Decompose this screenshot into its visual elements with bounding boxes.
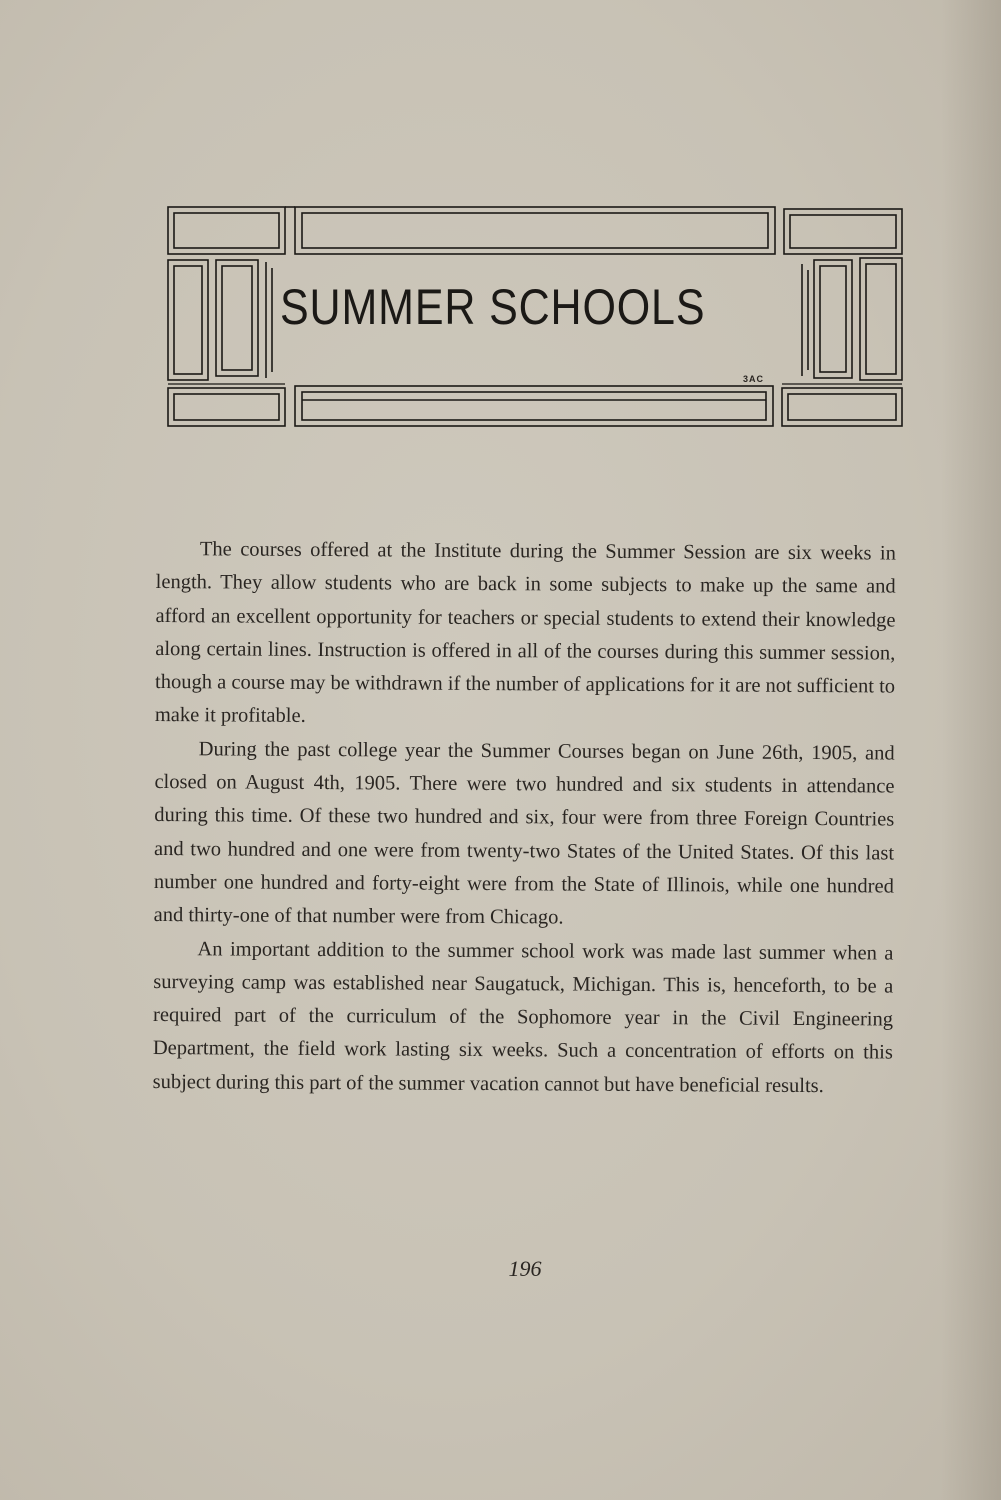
bottom-left-box <box>168 388 285 426</box>
top-right-box <box>784 209 902 254</box>
bottom-right-box <box>782 388 902 426</box>
top-center-box <box>285 207 775 254</box>
body-text <box>153 533 896 1104</box>
paragraph-1: The courses offered at the Institute during the Summer Session are six weeks in length. They allow students who are back in some subjects to make up the same and afford an excellent opportunity for teachers or special students to extend their knowledge along certain lines. Instruction is offered in all of the courses during this summer session, though a course may be withdrawn if the number of applications for it are not sufficient to make it profitable. <box>154 538 896 728</box>
page-number: 196 <box>508 1256 542 1281</box>
paragraph-2: During the past college year the Summer Courses began on June 26th, 1905, and closed on August 4th, 1905. There were two hundred and six students in attendance during this time. Of these two hundred and six, four were from three Foreign Countries and two hundred and one were from twenty-two States of the United States. Of this last number one hundred and forty-eight were from the State of Illinois, while one hundred and thirty-one of that number were from Chicago. <box>153 738 895 929</box>
right-pillars <box>802 258 902 380</box>
section-title: SUMMER SCHOOLS <box>280 279 706 335</box>
top-left-box <box>168 207 285 254</box>
artist-monogram: 3AC <box>743 374 765 384</box>
bottom-center-box <box>295 386 773 426</box>
left-pillars <box>168 260 272 380</box>
paragraph-3: An important addition to the summer school work was made last summer when a surveying camp was established near Saugatuck, Michigan. This is, henceforth, to be a required part of the curriculum of the Sophomore year in the Civil Engineering Department, the field work lasting six weeks. Such a concentration of efforts on this subject during this part of the summer vacation cannot but have beneficial results. <box>152 937 894 1097</box>
